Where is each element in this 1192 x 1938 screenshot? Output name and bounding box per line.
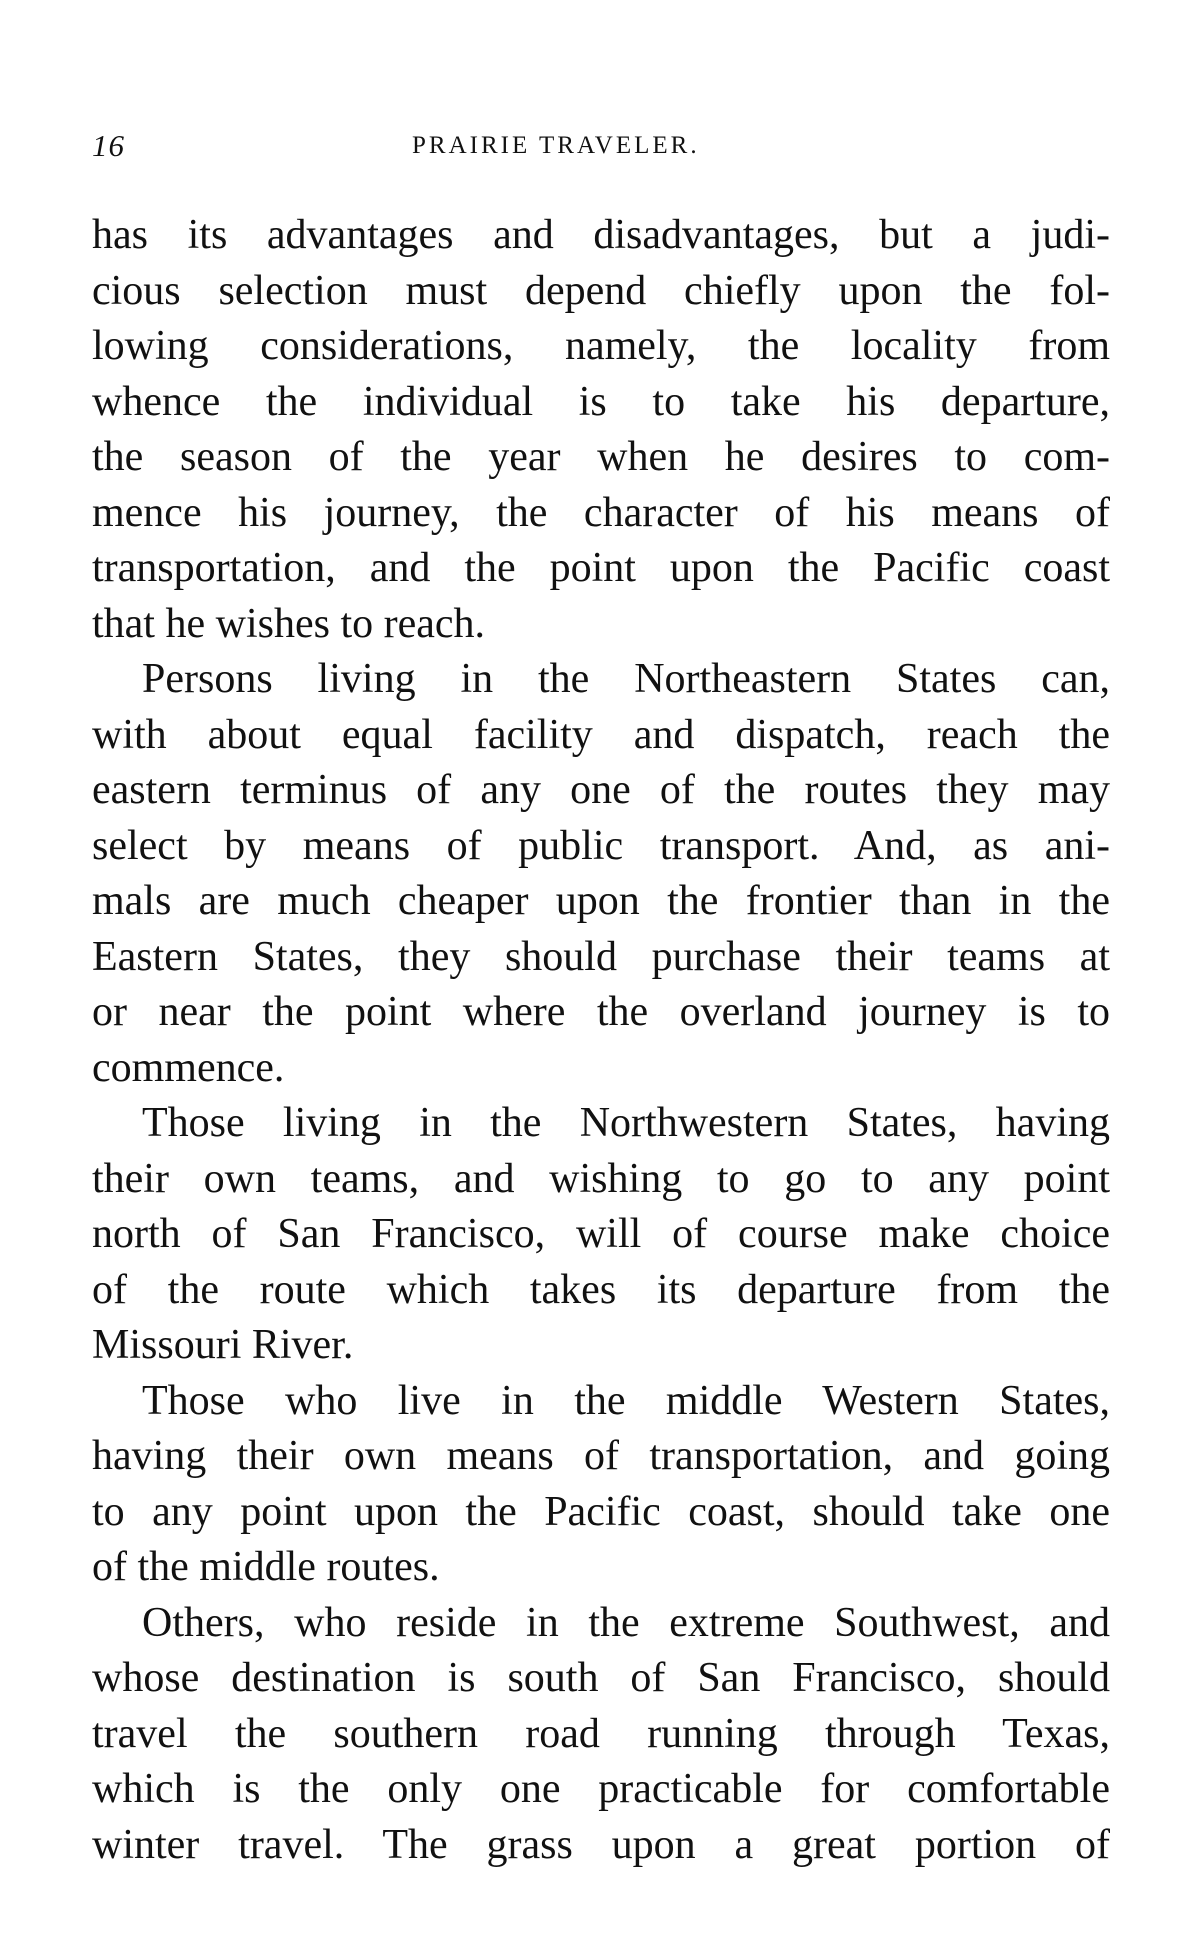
text-line: that he wishes to reach.: [92, 600, 486, 647]
text-line: commence.: [92, 1044, 285, 1091]
text-line: whose destination is south of San Francisco, should: [92, 1655, 1110, 1701]
text-line: whence the individual is to take his departure,: [92, 378, 1110, 425]
text-line: or near the point where the overland journey is to: [92, 989, 1110, 1035]
running-head: [92, 128, 1110, 168]
paragraph-3: [92, 1096, 1110, 1374]
text-line: Those who live in the middle Western States,: [142, 1377, 1110, 1424]
text-line: having their own means of transportation, and going: [92, 1433, 1110, 1479]
text-line: winter travel. The grass upon a great portion of: [92, 1821, 1110, 1868]
text-line: Persons living in the Northeastern States can,: [142, 656, 1110, 702]
paragraph-2: [92, 652, 1110, 1096]
text-line: mence his journey, the character of his means of: [92, 489, 1110, 536]
page-number: 16: [92, 128, 125, 163]
text-line: to any point upon the Pacific coast, should take one: [92, 1488, 1110, 1535]
text-line: with about equal facility and dispatch, reach the: [92, 711, 1110, 758]
paragraph-4: [92, 1374, 1110, 1596]
text-line: Those living in the Northwestern States, having: [142, 1100, 1110, 1146]
text-line: of the middle routes.: [92, 1544, 440, 1590]
text-line: select by means of public transport. And, as ani-: [92, 822, 1110, 869]
running-title: PRAIRIE TRAVELER.: [412, 132, 700, 159]
text-line: Others, who reside in the extreme Southwest, and: [142, 1599, 1110, 1646]
paragraph-5: [92, 1596, 1110, 1874]
text-line: mals are much cheaper upon the frontier than in the: [92, 878, 1110, 924]
text-line: their own teams, and wishing to go to any point: [92, 1155, 1110, 1202]
text-line: which is the only one practicable for comfortable: [92, 1766, 1110, 1812]
text-line: lowing considerations, namely, the locality from: [92, 323, 1110, 369]
text-line: transportation, and the point upon the Pacific coast: [92, 545, 1110, 591]
text-line: travel the southern road running through Texas,: [92, 1710, 1110, 1757]
text-line: has its advantages and disadvantages, but a judi-: [92, 212, 1110, 258]
text-line: Eastern States, they should purchase their teams at: [92, 933, 1110, 980]
text-line: of the route which takes its departure from the: [92, 1266, 1110, 1313]
paragraph-1: [92, 208, 1110, 652]
text-line: the season of the year when he desires to com-: [92, 434, 1110, 480]
text-line: north of San Francisco, will of course make choice: [92, 1211, 1110, 1257]
text-line: Missouri River.: [92, 1322, 354, 1368]
text-line: cious selection must depend chiefly upon the fol-: [92, 267, 1110, 314]
text-line: eastern terminus of any one of the routes they may: [92, 767, 1110, 813]
body-text: [92, 208, 1110, 1873]
